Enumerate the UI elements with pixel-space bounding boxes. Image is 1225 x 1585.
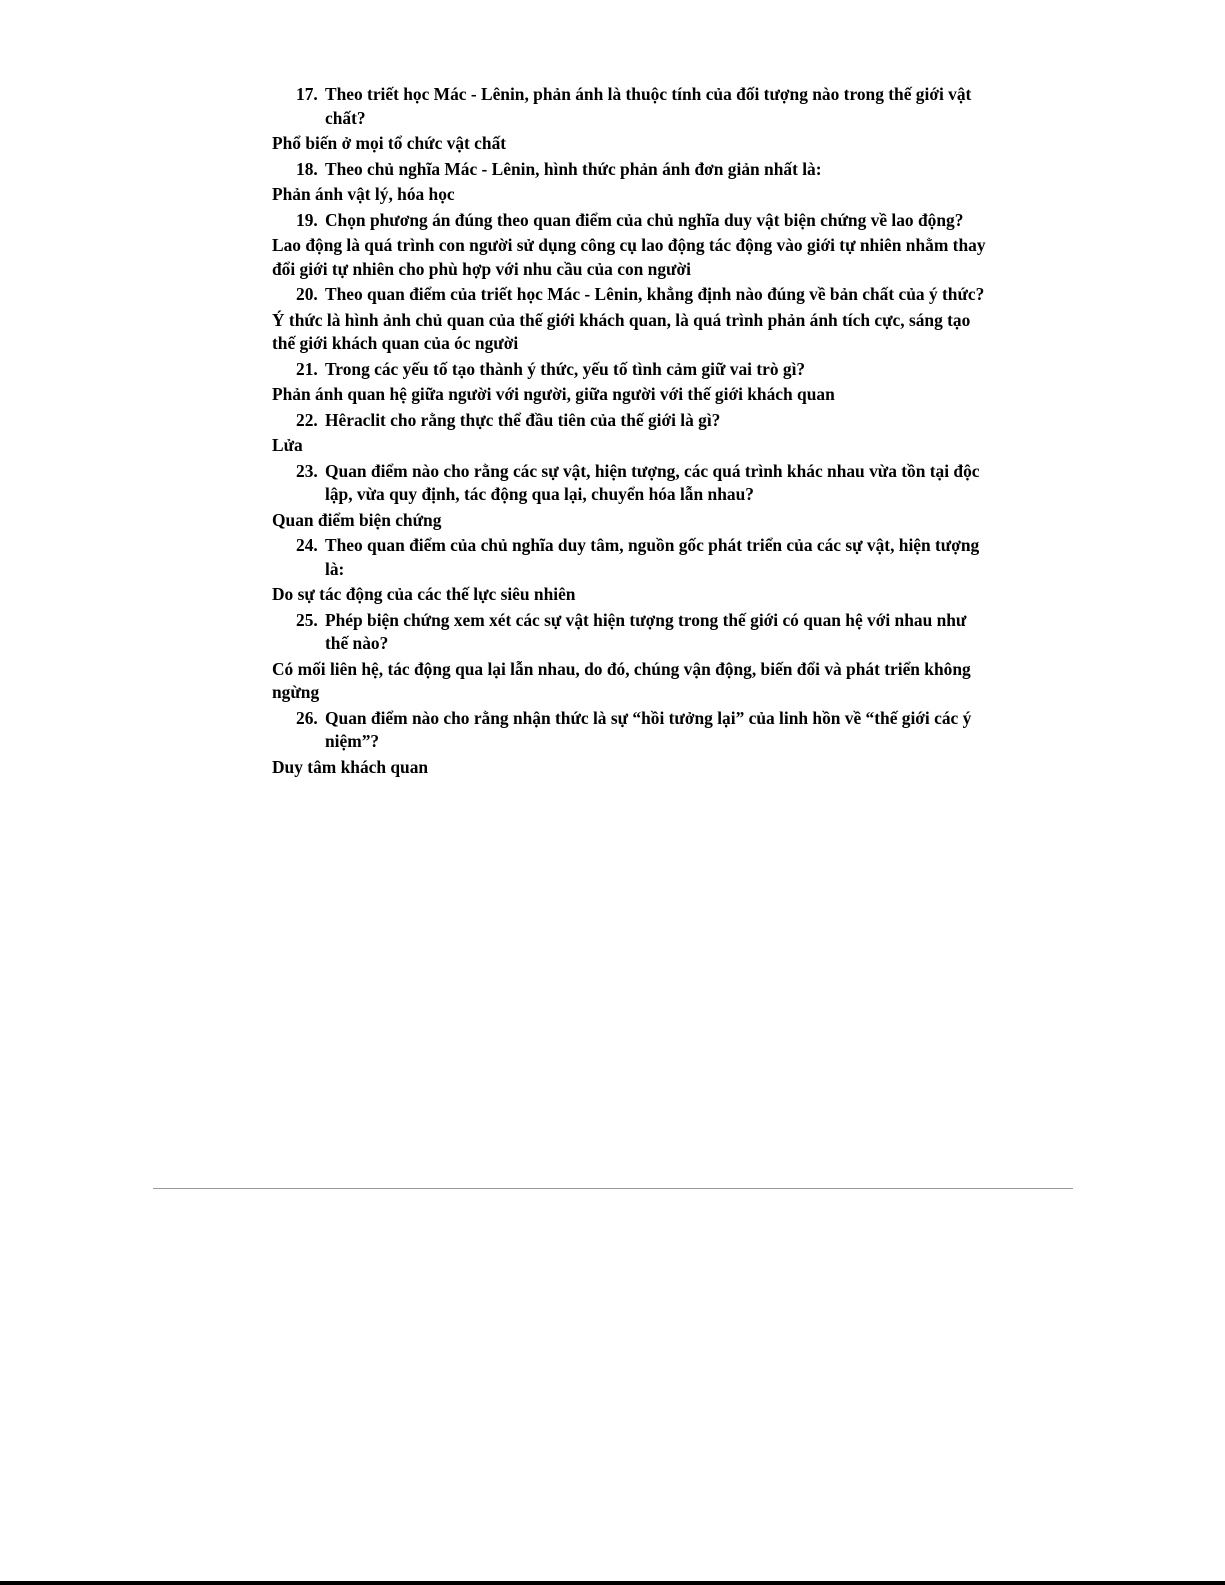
question-24 [272, 534, 992, 581]
answer-25: Có mối liên hệ, tác động qua lại lẫn nhau, do đó, chúng vận động, biến đổi và phát triển không ngừng [272, 658, 971, 702]
question-17 [272, 83, 992, 130]
answer-22: Lửa [272, 435, 303, 455]
question-number: 21. [296, 358, 318, 379]
question-21 [272, 358, 992, 382]
answer-21: Phản ánh quan hệ giữa người với người, giữa người với thế giới khách quan [272, 384, 835, 404]
question-text: Chọn phương án đúng theo quan điểm của chủ nghĩa duy vật biện chứng về lao động? [325, 209, 964, 230]
answer-20: Ý thức là hình ảnh chủ quan của thế giới khách quan, là quá trình phản ánh tích cực, sáng tạo thế giới khách quan của óc người [272, 309, 971, 353]
question-text: Theo chủ nghĩa Mác - Lênin, hình thức phản ánh đơn giản nhất là: [325, 158, 822, 179]
answer-26: Duy tâm khách quan [272, 756, 429, 777]
question-number: 23. [296, 460, 318, 481]
question-text: Hêraclit cho rằng thực thể đầu tiên của thế giới là gì? [325, 409, 721, 430]
answer-17: Phổ biến ở mọi tổ chức vật chất [272, 133, 507, 153]
answer-18: Phản ánh vật lý, hóa học [272, 184, 455, 204]
question-number: 18. [296, 158, 318, 179]
question-19 [272, 209, 992, 233]
question-number: 22. [296, 409, 318, 430]
question-number: 24. [296, 535, 318, 555]
question-number: 20. [296, 284, 318, 304]
question-23 [272, 460, 992, 507]
question-text: Theo triết học Mác - Lênin, phản ánh là thuộc tính của đối tượng nào trong thế giới vật chất? [325, 84, 972, 128]
question-text: Trong các yếu tố tạo thành ý thức, yếu tố tình cảm giữ vai trò gì? [325, 358, 806, 379]
question-text: Theo quan điểm của chủ nghĩa duy tâm, nguồn gốc phát triển của các sự vật, hiện tượng là: [325, 535, 980, 579]
question-text: Phép biện chứng xem xét các sự vật hiện tượng trong thế giới có quan hệ với nhau như thế nào? [325, 609, 967, 653]
answer-19: Lao động là quá trình con người sử dụng công cụ lao động tác động vào giới tự nhiên nhằm thay đổi giới tự nhiên cho phù hợp với nhu cầu của con người [272, 235, 986, 279]
question-text: Theo quan điểm của triết học Mác - Lênin, khẳng định nào đúng về bản chất của ý thức? [325, 284, 985, 304]
question-20 [272, 283, 992, 307]
page-divider [153, 1188, 1073, 1189]
question-text: Quan điểm nào cho rằng các sự vật, hiện tượng, các quá trình khác nhau vừa tồn tại độc lập, vừa quy định, tác động qua lại, chuyển hóa lẫn nhau? [325, 460, 980, 504]
question-number: 26. [296, 707, 318, 728]
bottom-edge-bar [0, 1581, 1225, 1585]
answer-24: Do sự tác động của các thế lực siêu nhiên [272, 584, 576, 604]
question-text: Quan điểm nào cho rằng nhận thức là sự “hồi tưởng lại” của linh hồn về “thế giới các ý niệm”? [325, 707, 972, 751]
question-18 [272, 158, 992, 182]
question-25 [272, 609, 992, 656]
question-26 [272, 707, 992, 754]
question-22 [272, 409, 992, 433]
qa-list [272, 81, 992, 779]
question-number: 17. [296, 84, 318, 104]
question-number: 25. [296, 609, 318, 630]
answer-23: Quan điểm biện chứng [272, 509, 442, 530]
question-number: 19. [296, 209, 318, 230]
